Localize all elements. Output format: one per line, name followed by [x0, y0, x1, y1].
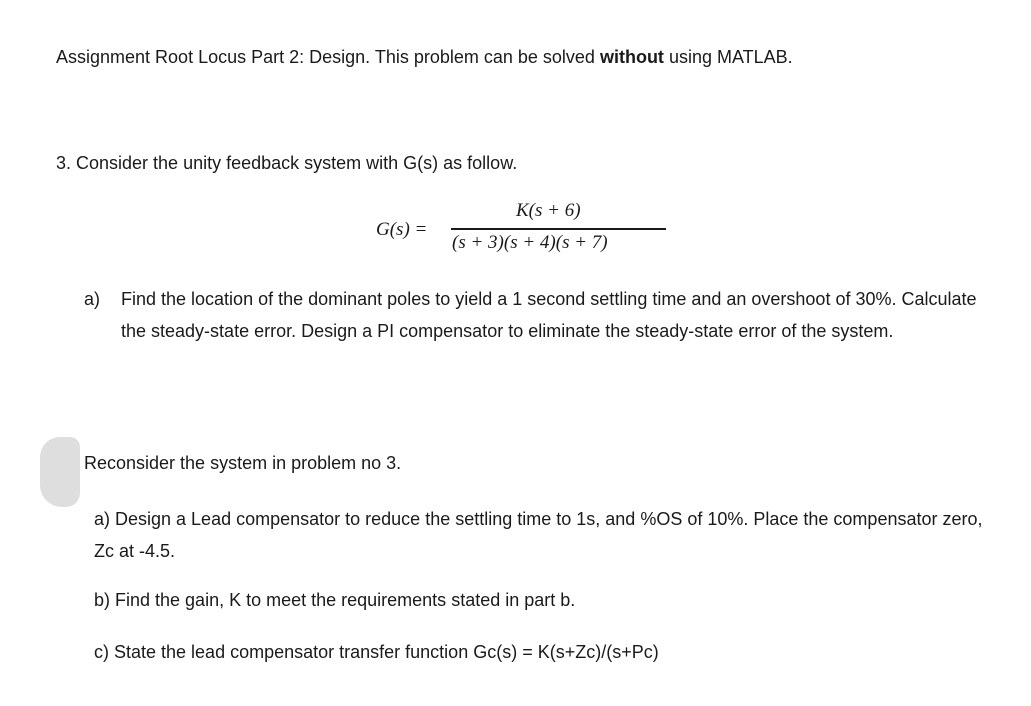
assignment-heading	[56, 47, 793, 68]
problem-3-intro: 3. Consider the unity feedback system with G(s) as follow.	[56, 153, 518, 173]
part-a-letter: a)	[84, 289, 101, 309]
heading-prefix: Assignment Root Locus Part 2: Design. This problem can be solved	[56, 47, 600, 67]
heading-suffix: using MATLAB.	[663, 47, 793, 67]
part-a-text: Find the location of the dominant poles to yield a 1 second settling time and an overshoot of 30%. Calculate the steady-state error. Design a PI compensator to eliminate the steady-state error of the system.	[121, 289, 977, 341]
transfer-function-formula	[376, 200, 676, 262]
formula-denominator: (s + 3)(s + 4)(s + 7)	[452, 232, 608, 253]
redaction-blob	[40, 437, 80, 507]
fraction-bar	[451, 228, 666, 230]
formula-lhs: G(s) =	[376, 219, 428, 240]
heading-bold-word: without	[599, 47, 664, 67]
lead-part-c: c) State the lead compensator transfer function Gc(s) = K(s+Zc)/(s+Pc)	[94, 642, 659, 662]
lead-part-a: a) Design a Lead compensator to reduce the settling time to 1s, and %OS of 10%. Place the compensator zero, Zc at -4.5.	[94, 509, 983, 561]
reconsider-intro: Reconsider the system in problem no 3.	[84, 453, 402, 473]
lead-part-b: b) Find the gain, K to meet the requirements stated in part b.	[94, 590, 576, 610]
formula-numerator: K(s + 6)	[516, 200, 581, 221]
